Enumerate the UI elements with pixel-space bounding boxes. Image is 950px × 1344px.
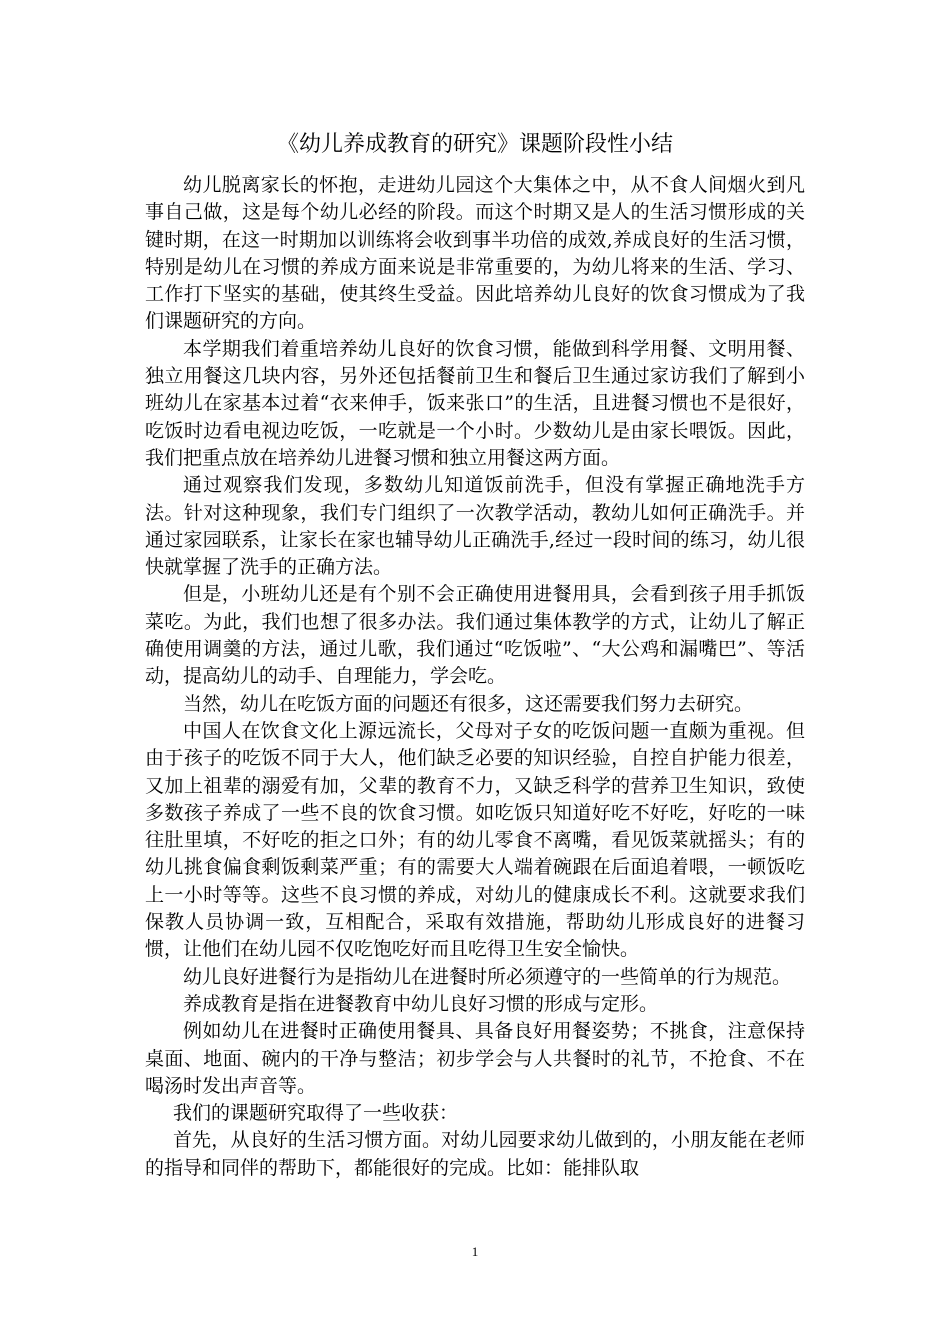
paragraph: 中国人在饮食文化上源远流长，父母对子女的吃饭问题一直颇为重视。但由于孩子的吃饭不同于大人，他们缺乏必要的知识经验，自控自护能力很差，又加上祖辈的溺爱有加，父辈的教育不力，又缺乏科学的营养卫生知识，致使多数孩子养成了一些不良的饮食习惯。如吃饭只知道好吃不好吃，好吃的一味往肚里填，不好吃的拒之口外；有的幼儿零食不离嘴，看见饭菜就摇头；有的幼儿挑食偏食剩饭剩菜严重；有的需要大人端着碗跟在后面追着喂，一顿饭吃上一小时等等。这些不良习惯的养成，对幼儿的健康成长不利。这就要求我们保教人员协调一致，互相配合，采取有效措施，帮助幼儿形成良好的进餐习惯，让他们在幼儿园不仅吃饱吃好而且吃得卫生安全愉快。 xyxy=(145,719,805,961)
paragraph: 我们的课题研究取得了一些收获： xyxy=(173,1102,459,1125)
paragraph: 当然，幼儿在吃饭方面的问题还有很多，这还需要我们努力去研究。 xyxy=(183,692,754,715)
paragraph: 通过观察我们发现，多数幼儿知道饭前洗手，但没有掌握正确地洗手方法。针对这种现象，我们专门组织了一次教学活动，教幼儿如何正确洗手。并通过家园联系，让家长在家也辅导幼儿正确洗手,经过一段时间的练习，幼儿很快就掌握了洗手的正确方法。 xyxy=(145,474,805,579)
paragraph: 但是，小班幼儿还是有个别不会正确使用进餐用具，会看到孩子用手抓饭菜吃。为此，我们也想了很多办法。我们通过集体教学的方式，让幼儿了解正确使用调羹的方法，通过儿歌，我们通过“吃饭啦”、“大公鸡和漏嘴巴”、等活动，提高幼儿的动手、自理能力，学会吃。 xyxy=(145,583,805,688)
page-number: 1 xyxy=(471,1244,479,1259)
paragraph: 养成教育是指在进餐教育中幼儿良好习惯的形成与定形。 xyxy=(183,992,659,1015)
paragraph: 幼儿良好进餐行为是指幼儿在进餐时所必须遵守的一些简单的行为规范。 xyxy=(183,965,792,988)
document-title: 《幼儿养成教育的研究》课题阶段性小结 xyxy=(276,132,673,157)
paragraph: 首先，从良好的生活习惯方面。对幼儿园要求幼儿做到的，小朋友能在老师的指导和同伴的帮助下，都能很好的完成。比如：能排队取 xyxy=(145,1129,805,1179)
paragraph: 本学期我们着重培养幼儿良好的饮食习惯，能做到科学用餐、文明用餐、独立用餐这几块内容，另外还包括餐前卫生和餐后卫生通过家访我们了解到小班幼儿在家基本过着“衣来伸手，饭来张口”的生活，且进餐习惯也不是很好，吃饭时边看电视边吃饭，一吃就是一个小时。少数幼儿是由家长喂饭。因此，我们把重点放在培养幼儿进餐习惯和独立用餐这两方面。 xyxy=(145,337,805,469)
paragraph: 例如幼儿在进餐时正确使用餐具、具备良好用餐姿势；不挑食，注意保持桌面、地面、碗内的干净与整洁；初步学会与人共餐时的礼节，不抢食、不在喝汤时发出声音等。 xyxy=(145,1020,805,1097)
document-body xyxy=(145,172,805,1182)
paragraph: 幼儿脱离家长的怀抱，走进幼儿园这个大集体之中，从不食人间烟火到凡事自己做，这是每个幼儿必经的阶段。而这个时期又是人的生活习惯形成的关键时期，在这一时期加以训练将会收到事半功倍的成效,养成良好的生活习惯，特别是幼儿在习惯的养成方面来说是非常重要的，为幼儿将来的生活、学习、工作打下坚实的基础，使其终生受益。因此培养幼儿良好的饮食习惯成为了我们课题研究的方向。 xyxy=(145,174,805,333)
